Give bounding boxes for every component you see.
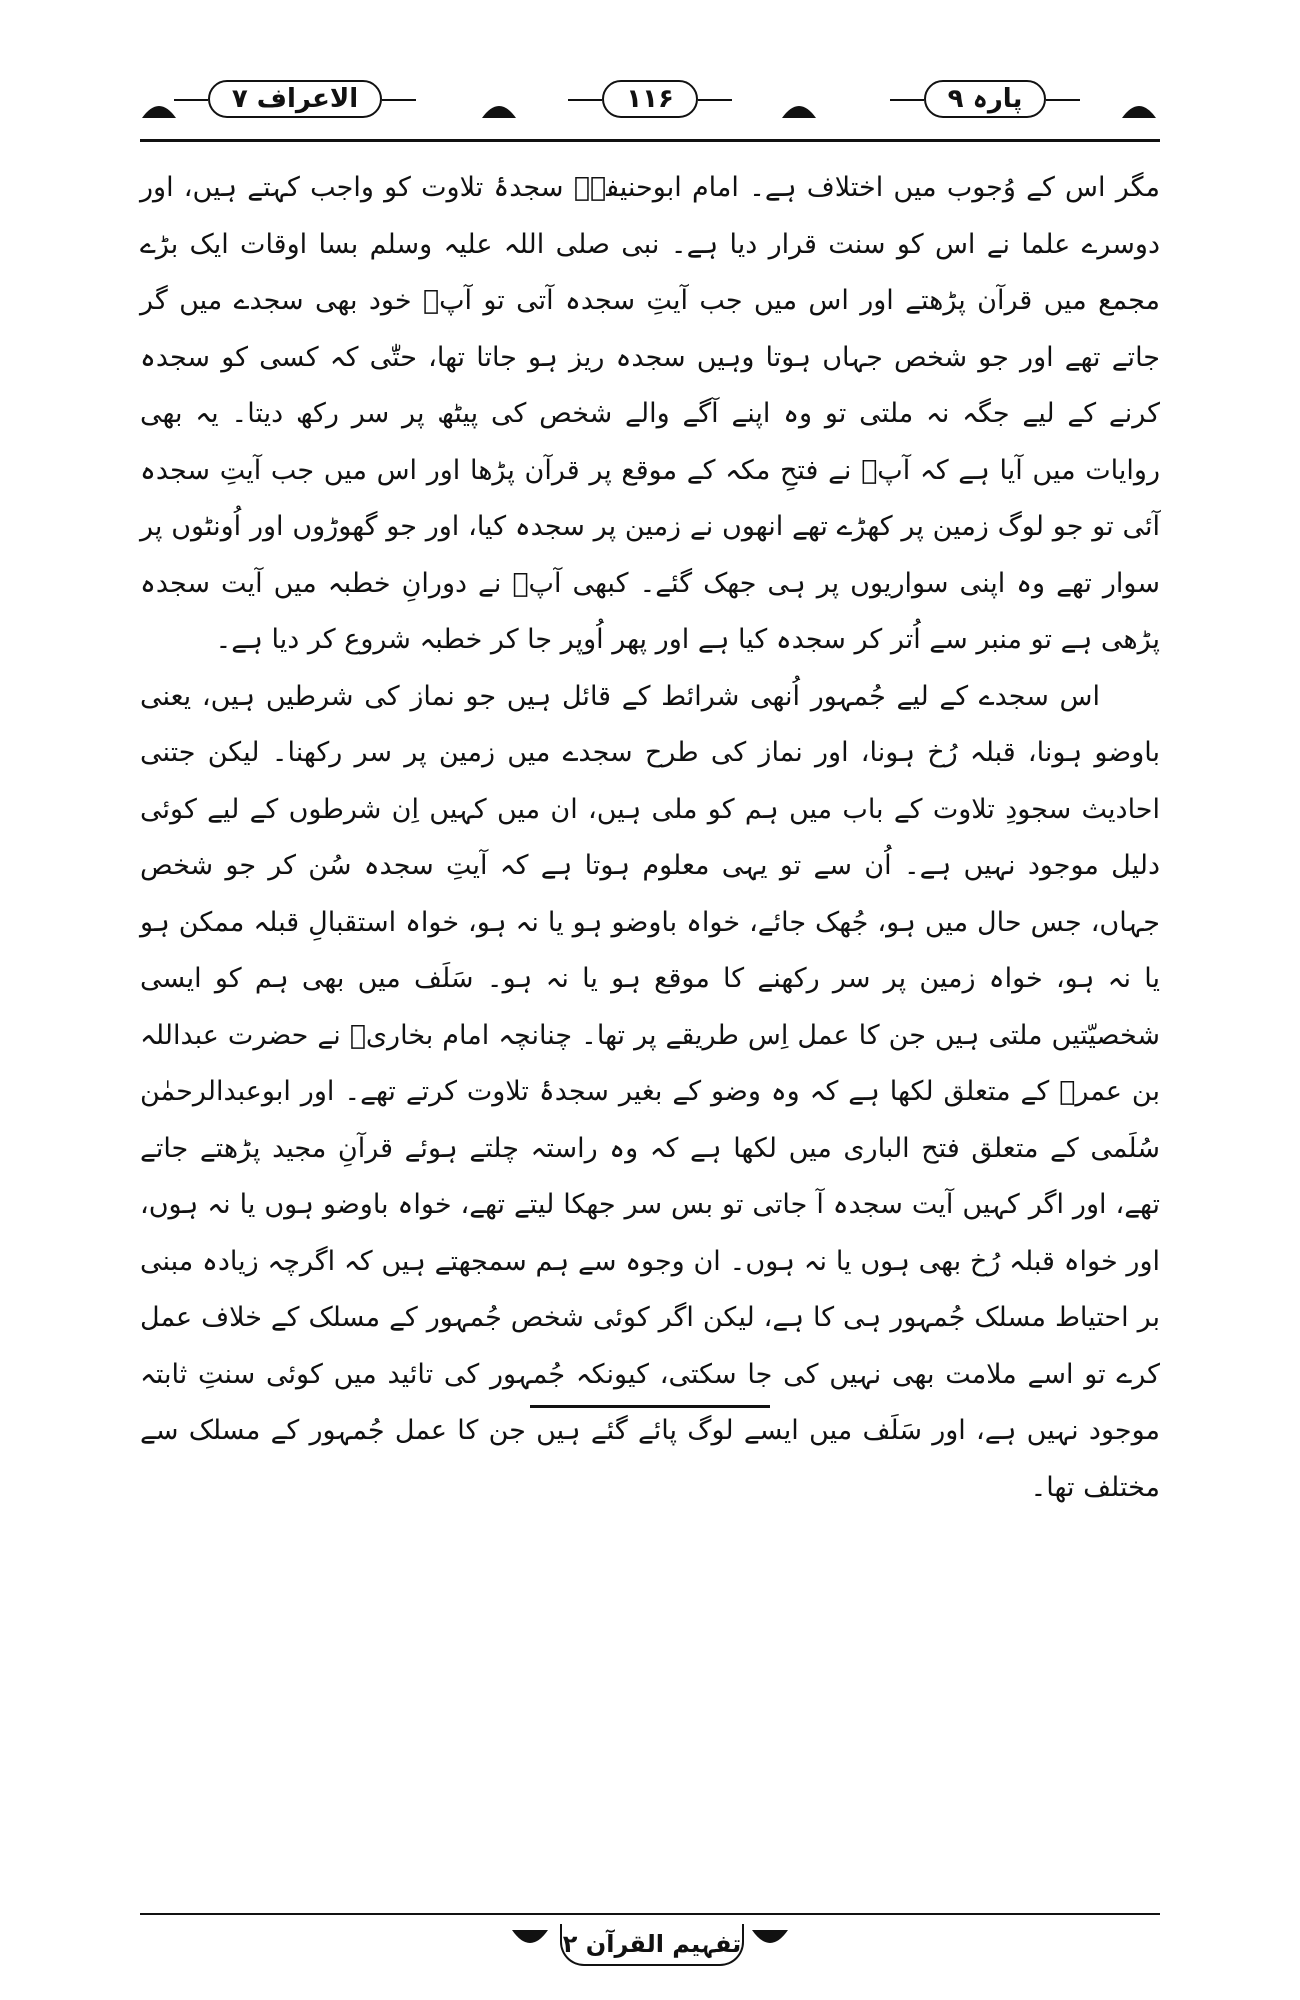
- floral-ornament-icon: [140, 84, 178, 122]
- juz-label: پارہ ۹: [924, 80, 1047, 118]
- juz-cartouche: [870, 76, 1100, 122]
- floral-ornament-icon: [480, 84, 518, 122]
- surah-cartouche: [180, 76, 410, 122]
- floral-ornament-icon: [510, 1926, 550, 1962]
- paragraph: مگر اس کے وُجوب میں اختلاف ہے۔ امام ابوحنیفہؒ سجدۂ تلاوت کو واجب کہتے ہیں، اور دوسرے علما نے اس کو سنت قرار دیا ہے۔ نبی صلی اللہ علیہ وسلم بسا اوقات ایک بڑے مجمع میں قرآن پڑھتے اور اس میں جب آیتِ سجدہ آتی تو آپؐ خود بھی سجدے میں گر جاتے تھے اور جو شخص جہاں ہوتا وہیں سجدہ ریز ہو جاتا تھا، حتّٰی کہ کسی کو سجدہ کرنے کے لیے جگہ نہ ملتی تو وہ اپنے آگے والے شخص کی پیٹھ پر سر رکھ دیتا۔ یہ بھی روایات میں آیا ہے کہ آپؐ نے فتحِ مکہ کے موقع پر قرآن پڑھا اور اس میں جب آیتِ سجدہ آئی تو جو لوگ زمین پر کھڑے تھے انھوں نے زمین پر سجدہ کیا، اور جو گھوڑوں اور اُونٹوں پر سوار تھے وہ اپنی سواریوں پر ہی جھک گئے۔ کبھی آپؐ نے دورانِ خطبہ میں آیت سجدہ پڑھی ہے تو منبر سے اُتر کر سجدہ کیا ہے اور پھر اُوپر جا کر خطبہ شروع کر دیا ہے۔: [140, 172, 1161, 655]
- surah-label: الاعراف ۷: [208, 80, 382, 118]
- floral-ornament-icon: [1120, 84, 1158, 122]
- page-footer: [500, 1918, 800, 1978]
- floral-ornament-icon: [780, 84, 818, 122]
- page-number-cartouche: [550, 76, 750, 122]
- page-number: ۱۱۶: [602, 80, 698, 118]
- page-header: [140, 70, 1160, 142]
- footer-rule: [140, 1913, 1160, 1915]
- section-separator: [530, 1405, 770, 1408]
- body-text: [140, 160, 1160, 1516]
- floral-ornament-icon: [750, 1926, 790, 1962]
- header-rule: [140, 139, 1160, 142]
- paragraph: اس سجدے کے لیے جُمہور اُنھی شرائط کے قائل ہیں جو نماز کی شرطیں ہیں، یعنی باوضو ہونا، قبلہ رُخ ہونا، اور نماز کی طرح سجدے میں زمین پر سر رکھنا۔ لیکن جتنی احادیث سجودِ تلاوت کے باب میں ہم کو ملی ہیں، ان میں کہیں اِن شرطوں کے لیے کوئی دلیل موجود نہیں ہے۔ اُن سے تو یہی معلوم ہوتا ہے کہ آیتِ سجدہ سُن کر جو شخص جہاں، جس حال میں ہو، جُھک جائے، خواہ باوضو ہو یا نہ ہو، خواہ استقبالِ قبلہ ممکن ہو یا نہ ہو، خواہ زمین پر سر رکھنے کا موقع ہو یا نہ ہو۔ سَلَف میں بھی ہم کو ایسی شخصیّتیں ملتی ہیں جن کا عمل اِس طریقے پر تھا۔ چنانچہ امام بخاریؒ نے حضرت عبداللہ بن عمرؓ کے متعلق لکھا ہے کہ وہ وضو کے بغیر سجدۂ تلاوت کرتے تھے۔ اور ابوعبدالرحمٰن سُلَمی کے متعلق فتح الباری میں لکھا ہے کہ وہ راستہ چلتے ہوئے قرآنِ مجید پڑھتے جاتے تھے، اور اگر کہیں آیت سجدہ آ جاتی تو بس سر جھکا لیتے تھے، خواہ باوضو ہوں یا نہ ہوں، اور خواہ قبلہ رُخ بھی ہوں یا نہ ہوں۔ ان وجوہ سے ہم سمجھتے ہیں کہ اگرچہ زیادہ مبنی بر احتیاط مسلک جُمہور ہی کا ہے، لیکن اگر کوئی شخص جُمہور کے مسلک کے خلاف عمل کرے تو اسے ملامت بھی نہیں کی جا سکتی، کیونکہ جُمہور کی تائید میں کوئی سنتِ ثابتہ موجود نہیں ہے، اور سَلَف میں ایسے لوگ پائے گئے ہیں جن کا عمل جُمہور کے مسلک سے مختلف تھا۔: [140, 680, 1160, 1503]
- book-title: تفہیم القرآن ۲: [560, 1924, 744, 1966]
